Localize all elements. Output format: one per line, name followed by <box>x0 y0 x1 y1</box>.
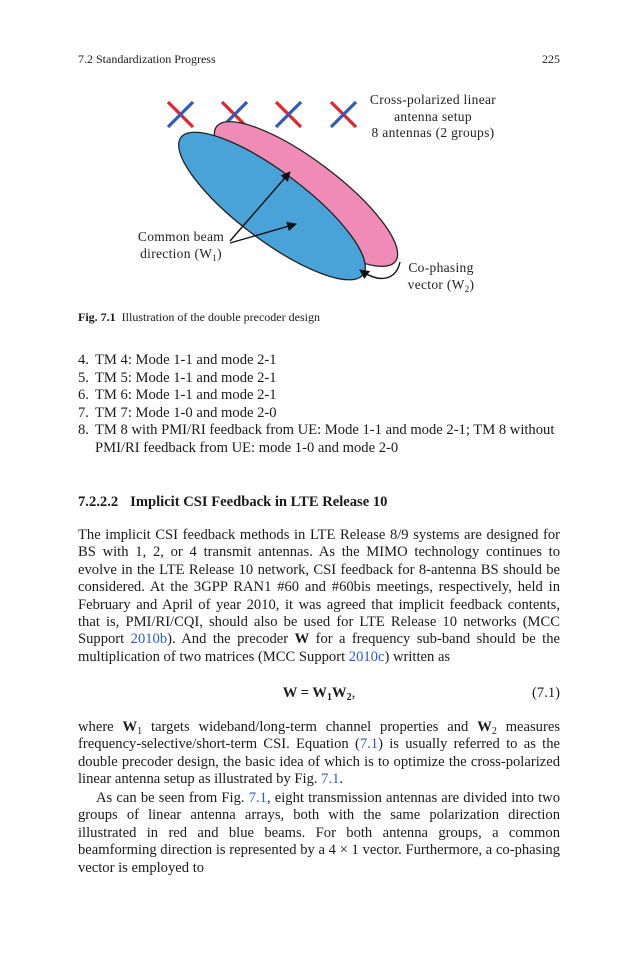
citation-link[interactable]: 2010c <box>348 648 385 665</box>
list-item: 4. TM 4: Mode 1-1 and mode 2-1 <box>78 352 277 368</box>
cophase-label-line-1: Co-phasing <box>408 260 474 275</box>
list-item: 6. TM 6: Mode 1-1 and mode 2-1 <box>78 387 277 403</box>
antenna-cross-1 <box>168 102 193 127</box>
equation-7-1 <box>78 685 560 705</box>
section-title: Implicit CSI Feedback in LTE Release 10 <box>130 494 388 510</box>
antenna-cross-4 <box>331 102 356 127</box>
antenna-cross-3 <box>276 102 301 127</box>
figure-link[interactable]: 7.1 <box>321 771 340 788</box>
paragraph-1: The implicit CSI feedback methods in LTE Release 8/9 systems are designed for BS with 1, 2, or 4 transmit antennas. As the MIMO technology continues to evolve in the LTE Release 10 network, CSI feedback for 8-antenna BS should be considered. At the 3GPP RAN1 #60 and #60bis meetings, respectively, held in February and April of year 2010, it was agreed that implicit feedback contents, that is, PMI/RI/CQI, should also be used for LTE Release 10 networks (MCC Support 2010b). And the precoder W for a frequency sub-band should be the multiplication of two matrices (MCC Support 2010c) written as <box>78 527 560 665</box>
list-item: 7. TM 7: Mode 1-0 and mode 2-0 <box>78 404 277 421</box>
figure-caption-label: Fig. 7.1 <box>78 310 116 324</box>
figure-caption-text: Illustration of the double precoder design <box>121 310 320 324</box>
equation-link[interactable]: 7.1 <box>359 736 379 753</box>
figure-caption <box>78 310 320 325</box>
citation-link[interactable]: 2010b <box>130 631 168 648</box>
array-label-line-1: Cross-polarized linear <box>369 92 497 107</box>
section-number: 7.2.2.2 <box>78 494 119 510</box>
running-header: 7.2 Standardization Progress <box>78 52 216 66</box>
array-label-line-3: 8 antennas (2 groups) <box>371 125 495 140</box>
cophase-label-line-2: vector $(W_2)$ <box>407 277 475 294</box>
paragraph-2: where $W_1$ targets wideband/long-term channel properties and $W_2$ measures frequency-selective/short-term CSI. Equation (7.1) is usually referred to as the double precoder design, the basic idea of which is to optimize the cross-polarized linear antenna setup as illustrated by Fig. 7.1. <box>78 719 560 788</box>
array-label-line-2: antenna setup <box>394 109 472 124</box>
section-heading <box>78 494 387 511</box>
beam-label-line-1: Common beam <box>137 229 225 244</box>
antenna-array <box>168 102 356 127</box>
list-item: 5. TM 5: Mode 1-1 and mode 2-1 <box>78 369 277 386</box>
list-item: 8. TM 8 with PMI/RI feedback from UE: Mode 1-1 and mode 2-1; TM 8 without PMI/RI feedback from UE: mode 1-0 and mode 2-0 <box>78 422 555 456</box>
beam-label-line-2: direction $(W_1)$ <box>140 246 222 263</box>
tm-mode-list <box>78 352 568 457</box>
figure-double-precoder <box>0 80 638 310</box>
paragraph-3: As can be seen from Fig. 7.1, eight transmission antennas are divided into two groups of linear antenna arrays, both with the same polarization direction illustrated in red and blue beams. For both antenna groups, a common beamforming direction is represented by a 4 × 1 vector. Furthermore, a co-phasing vector is employed to <box>78 790 560 876</box>
figure-link[interactable]: 7.1 <box>248 790 267 806</box>
equation-number: (7.1) <box>532 685 560 701</box>
equation-formula: $W = W_1W_2$, <box>282 685 356 703</box>
page-number: 225 <box>542 52 560 66</box>
